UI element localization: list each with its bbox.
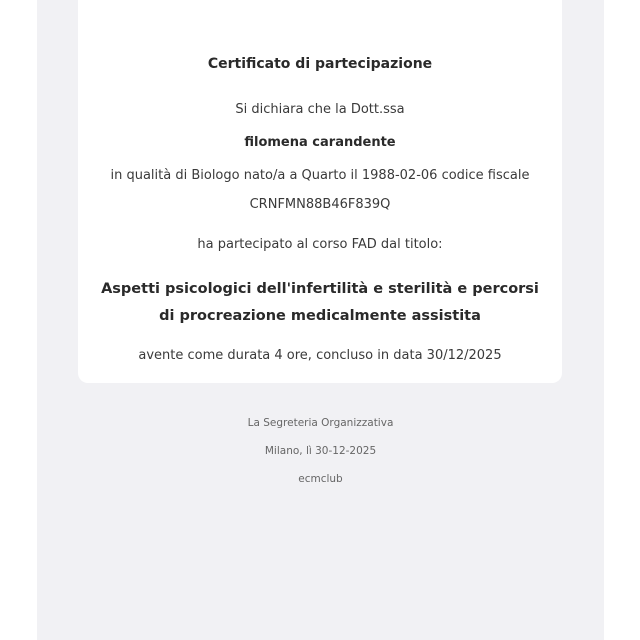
place-date: Milano, lì 30-12-2025: [264, 445, 377, 457]
recipient-name: filomena carandente: [244, 135, 396, 150]
organization-name: ecmclub: [298, 473, 343, 485]
duration-text: avente come durata 4 ore, concluso in data 30/12/2025: [138, 348, 502, 363]
fiscal-code: CRNFMN88B46F839Q: [249, 197, 391, 212]
certificate-title: Certificato di partecipazione: [207, 56, 433, 72]
participation-text: ha partecipato al corso FAD dal titolo:: [197, 237, 443, 252]
secretary-label: La Segreteria Organizzativa: [247, 417, 394, 429]
qualification-text: in qualità di Biologo nato/a a Quarto il 1988-02-06 codice fiscale: [110, 168, 530, 183]
certificate-card: [78, 0, 562, 383]
declaration-text: Si dichiara che la Dott.ssa: [235, 102, 405, 117]
course-title: Aspetti psicologici dell'infertilità e sterilità e percorsi di procreazione medicalmente assistita: [101, 281, 539, 324]
